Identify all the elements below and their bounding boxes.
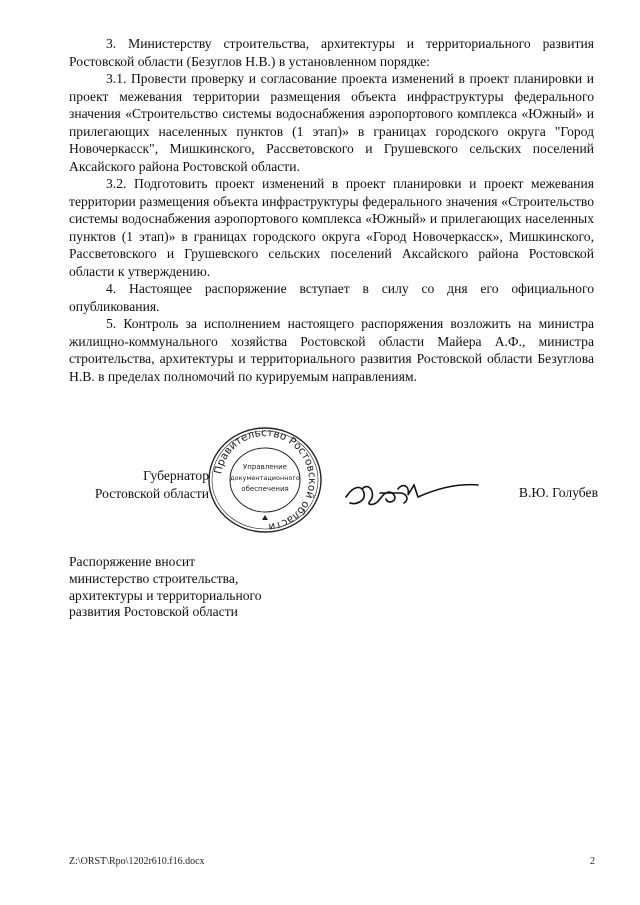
position-line-1: Губернатор bbox=[143, 468, 209, 483]
paragraph-3-1: 3.1. Провести проверку и согласование проекта изменений в проект планировки и проект межевания территории размещения объекта инфраструктуры федерального значения «Строительство системы водоснабжения аэропортового комплекса «Южный» и прилегающих населенных пунктов (1 этап)» в границах городского округа "Город Новочеркасск", Мишкинского, Рассветовского и Грушевского сельских поселений Аксайского района Ростовской области. bbox=[69, 71, 594, 174]
submitter-note bbox=[69, 554, 309, 621]
signature-block bbox=[0, 425, 640, 545]
seal-center-line-2: документационного bbox=[230, 474, 300, 482]
position-line-2: Ростовской области bbox=[94, 485, 209, 501]
signatory-name: В.Ю. Голубев bbox=[518, 485, 598, 500]
seal-center-line-1: Управление bbox=[243, 463, 287, 471]
paragraph-3-2: 3.2. Подготовить проект изменений в проект планировки и проект межевания территории размещения объекта инфраструктуры федерального значения «Строительство системы водоснабжения аэропортового комплекса «Южный» и прилегающих населенных пунктов (1 этап)» в границах городского округа «Город Новочеркасск», Мишкинского, Рассветовского и Грушевского сельских поселений Аксайского района Ростовской области к утверждению. bbox=[69, 176, 594, 279]
note-line-4: развития Ростовской области bbox=[69, 604, 238, 620]
paragraph-4: 4. Настоящее распоряжение вступает в силу со дня его официального опубликования. bbox=[69, 281, 594, 314]
handwritten-signature bbox=[340, 475, 480, 515]
footer-page-number: 2 bbox=[590, 856, 595, 867]
note-line-1: Распоряжение вносит bbox=[69, 554, 196, 569]
footer-file-path: Z:\ORST\Rpo\1202r610.f16.docx bbox=[69, 856, 205, 867]
note-line-3: архитектуры и территориального bbox=[69, 587, 262, 603]
official-seal bbox=[200, 425, 330, 535]
document-body bbox=[69, 35, 594, 385]
note-line-2: министерство строительства, bbox=[69, 570, 239, 586]
seal-ring-text: Правительство Ростовской области bbox=[212, 426, 319, 533]
paragraph-5: 5. Контроль за исполнением настоящего распоряжения возложить на министра жилищно-коммунального хозяйства Ростовской области Майера А.Ф., министра строительства, архитектуры и территориального развития Ростовской области Безуглова Н.В. в пределах полномочий по курируемым направлениям. bbox=[69, 316, 594, 384]
signatory-position bbox=[69, 467, 209, 502]
seal-center-line-3: обеспечения bbox=[241, 485, 289, 493]
paragraph-3: 3. Министерству строительства, архитектуры и территориального развития Ростовской области (Безуглов Н.В.) в установленном порядке: bbox=[69, 36, 594, 69]
